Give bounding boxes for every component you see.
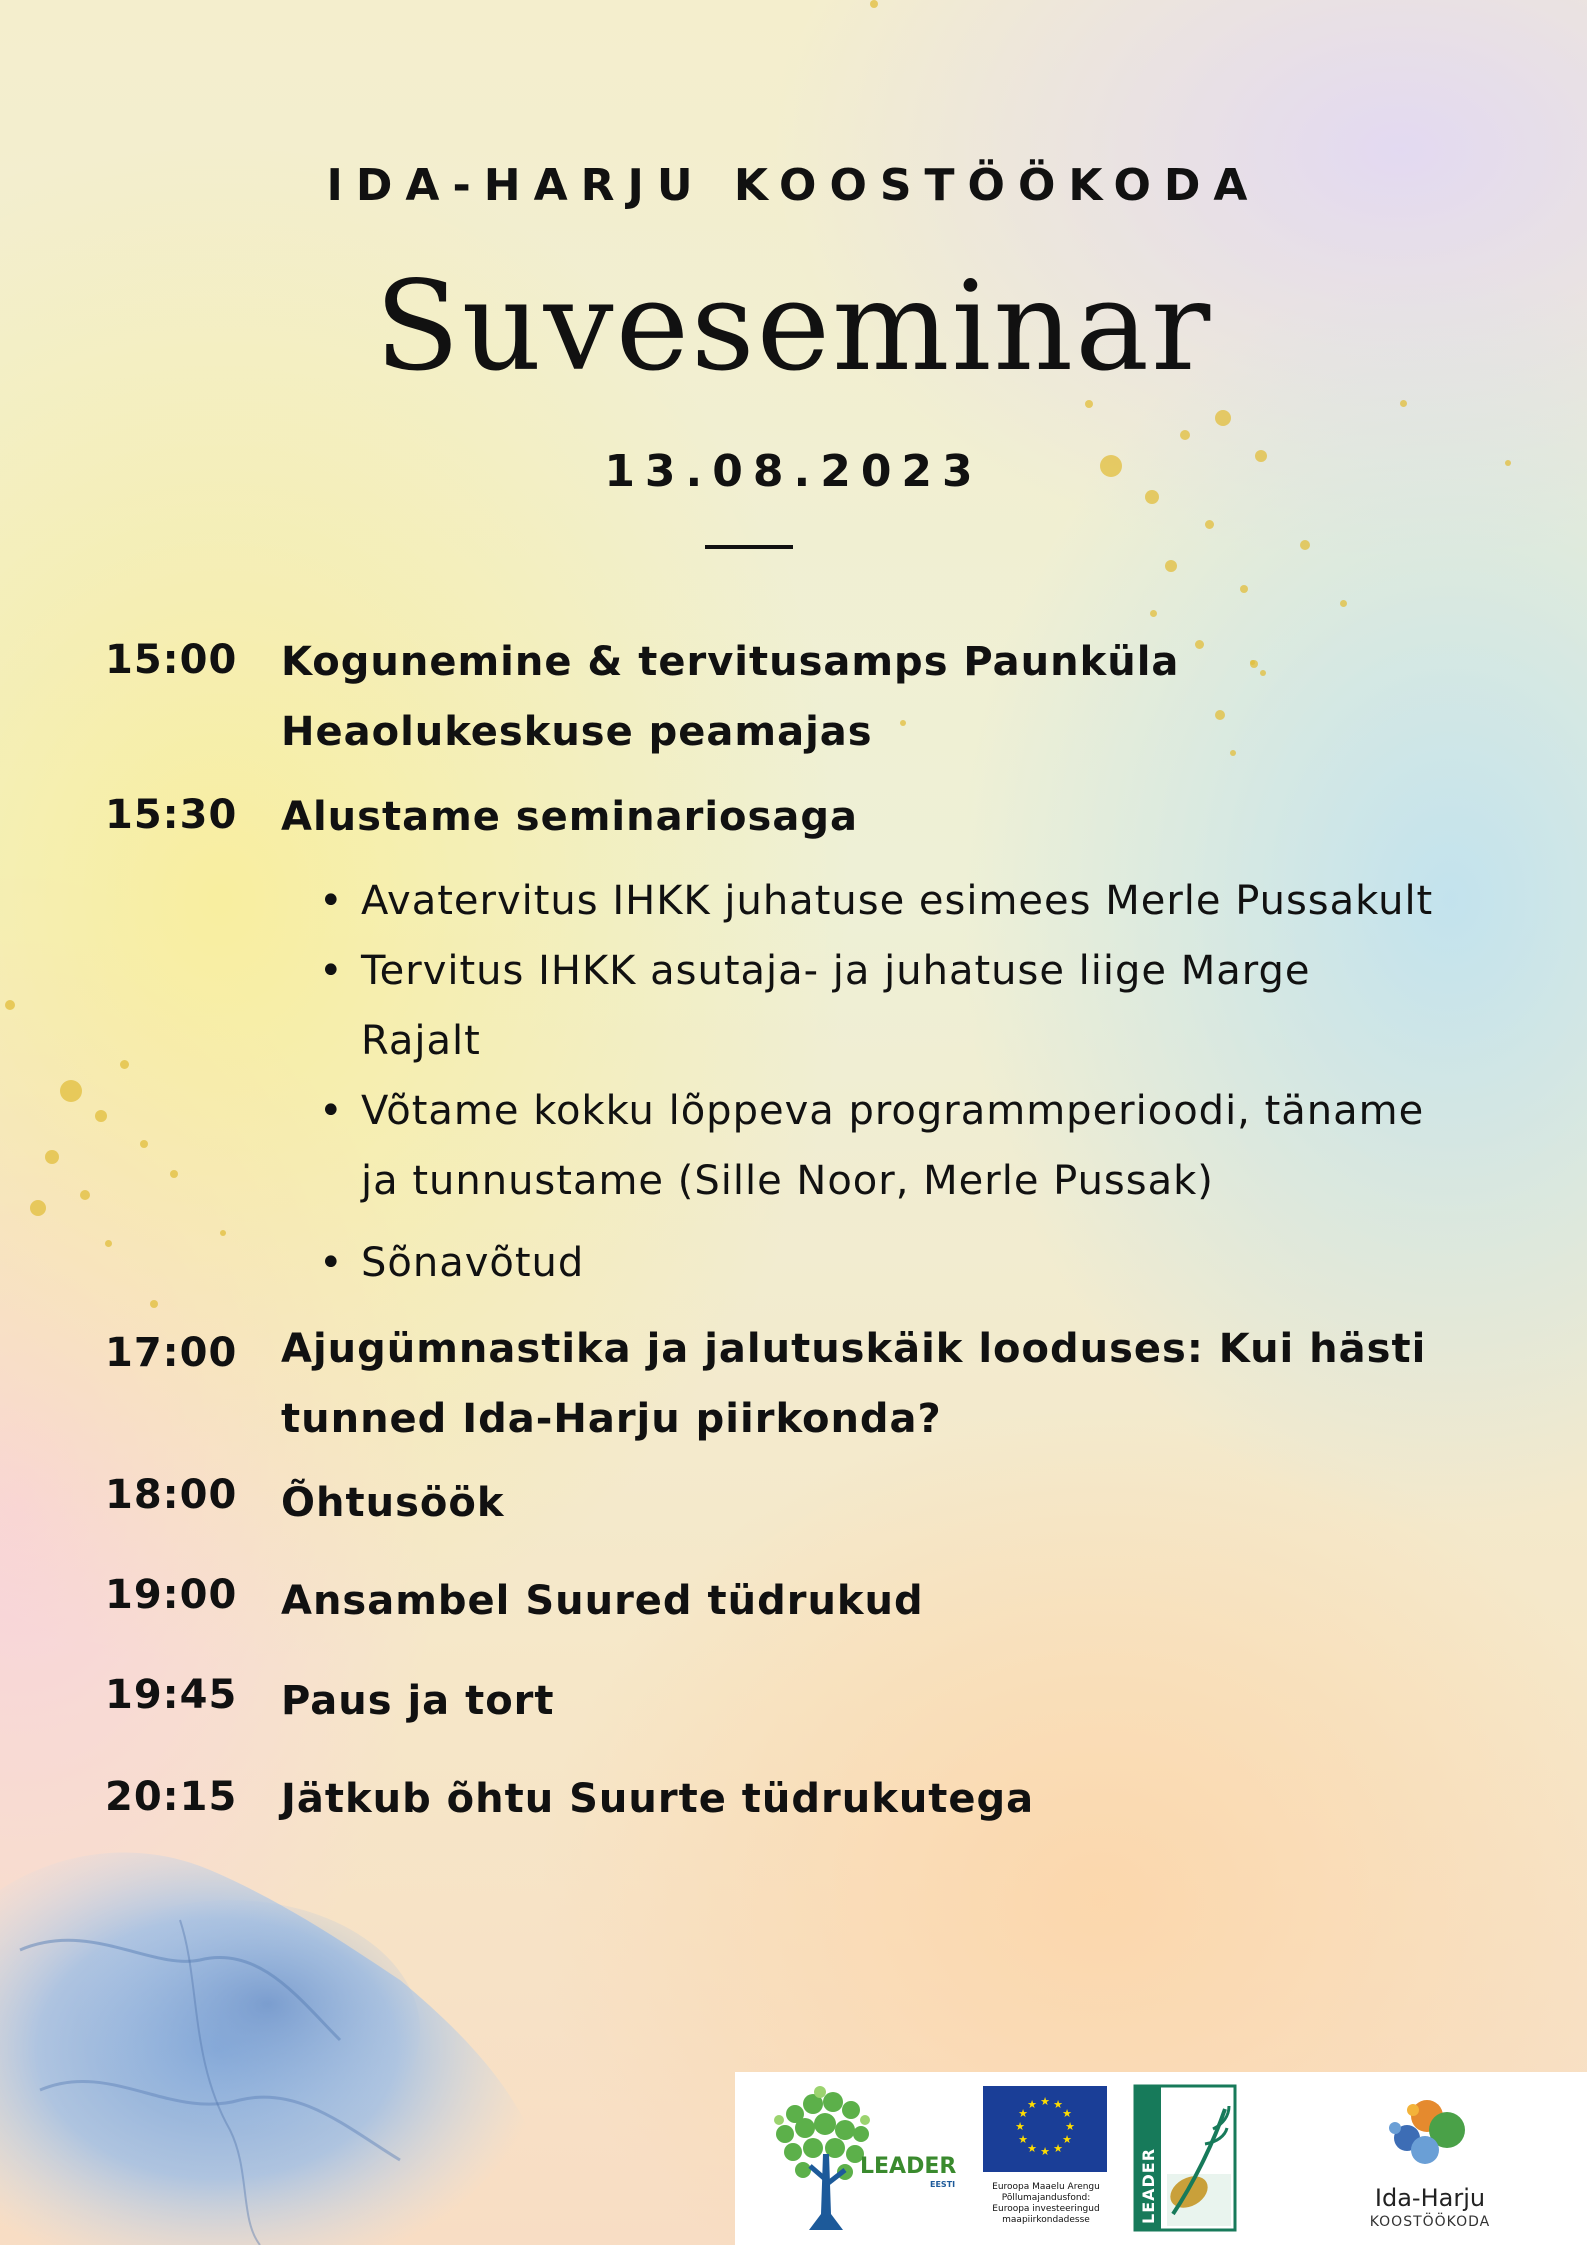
eu-caption-line: Põllumajandusfond: bbox=[1001, 2193, 1091, 2203]
svg-text:★: ★ bbox=[1062, 2107, 1072, 2120]
schedule-item bbox=[281, 782, 858, 852]
bullet-line: Tervitus IHKK asutaja- ja juhatuse liige Marge bbox=[361, 948, 1311, 994]
eu-caption-line: Euroopa Maaelu Arengu bbox=[992, 2182, 1100, 2192]
leader-logo bbox=[1133, 2084, 1237, 2232]
organization-name: IDA-HARJU KOOSTÖÖKODA bbox=[326, 160, 1261, 211]
eu-caption-line: Euroopa investeeringud bbox=[992, 2204, 1100, 2214]
sponsor-logos bbox=[735, 2072, 1587, 2245]
schedule-time: 20:15 bbox=[105, 1774, 238, 1820]
schedule-item-line: tunned Ida-Harju piirkonda? bbox=[281, 1396, 942, 1442]
bullet-icon: • bbox=[319, 948, 344, 994]
eu-flag-logo bbox=[983, 2086, 1107, 2172]
schedule-item-line: Heaolukeskuse peamajas bbox=[281, 709, 873, 755]
schedule-item-line: Õhtusöök bbox=[281, 1480, 505, 1526]
schedule-item-line: Ajugümnastika ja jalutuskäik looduses: Kui hästi bbox=[281, 1326, 1427, 1372]
schedule-item bbox=[281, 1566, 924, 1636]
svg-text:★: ★ bbox=[1053, 2142, 1063, 2155]
bullet-line: Rajalt bbox=[361, 1018, 481, 1064]
svg-text:★: ★ bbox=[1040, 2095, 1050, 2108]
eu-caption bbox=[973, 2182, 1119, 2226]
bullet-icon: • bbox=[319, 878, 344, 924]
ida-harju-name: Ida-Harju bbox=[1374, 2184, 1486, 2212]
eu-stars-icon bbox=[983, 2086, 1107, 2172]
schedule-item-line: Alustame seminariosaga bbox=[281, 794, 858, 840]
circles-icon bbox=[1355, 2092, 1505, 2182]
svg-text:★: ★ bbox=[1015, 2120, 1025, 2133]
divider bbox=[705, 545, 793, 549]
leader-word: LEADER bbox=[860, 2154, 957, 2179]
schedule-time: 19:00 bbox=[105, 1572, 238, 1618]
svg-text:★: ★ bbox=[1065, 2120, 1075, 2133]
schedule-item-line: Paus ja tort bbox=[281, 1678, 555, 1724]
schedule-item bbox=[281, 1314, 1426, 1454]
ida-harju-logo bbox=[1355, 2092, 1505, 2240]
svg-text:★: ★ bbox=[1027, 2142, 1037, 2155]
ida-harju-sub: KOOSTÖÖKODA bbox=[1369, 2214, 1491, 2230]
schedule-item-line: Jätkub õhtu Suurte tüdrukutega bbox=[281, 1776, 1035, 1822]
schedule-time: 15:00 bbox=[105, 637, 238, 683]
svg-text:★: ★ bbox=[1062, 2133, 1072, 2146]
schedule-time: 18:00 bbox=[105, 1472, 238, 1518]
schedule-item bbox=[281, 1666, 555, 1736]
leader-vertical-text: LEADER bbox=[1139, 2147, 1158, 2224]
event-date: 13.08.2023 bbox=[604, 446, 983, 497]
bullet-icon: • bbox=[319, 1088, 344, 1134]
bullet-icon: • bbox=[319, 1240, 344, 1286]
svg-text:★: ★ bbox=[1040, 2145, 1050, 2158]
bullet-line: Võtame kokku lõppeva programmperioodi, täname bbox=[361, 1088, 1425, 1134]
bullet-line: ja tunnustame (Sille Noor, Merle Pussak) bbox=[361, 1158, 1214, 1204]
schedule-item-line: Ansambel Suured tüdrukud bbox=[281, 1578, 924, 1624]
schedule-item-line: Kogunemine & tervitusamps Paunküla bbox=[281, 639, 1180, 685]
svg-text:★: ★ bbox=[1053, 2098, 1063, 2111]
leader-eesti-logo bbox=[765, 2084, 965, 2234]
page-title: Suveseminar bbox=[374, 255, 1213, 399]
schedule-item bbox=[281, 1764, 1034, 1834]
eu-caption-line: maapiirkondadesse bbox=[1002, 2215, 1090, 2225]
schedule-item bbox=[281, 627, 1179, 767]
bullet-line: Avatervitus IHKK juhatuse esimees Merle Pussakult bbox=[361, 878, 1434, 924]
schedule-time: 19:45 bbox=[105, 1672, 238, 1718]
svg-text:★: ★ bbox=[1018, 2107, 1028, 2120]
svg-text:★: ★ bbox=[1027, 2098, 1037, 2111]
svg-text:★: ★ bbox=[1018, 2133, 1028, 2146]
watercolor-blob bbox=[0, 1830, 560, 2245]
schedule-time: 15:30 bbox=[105, 792, 238, 838]
schedule-time: 17:00 bbox=[105, 1330, 238, 1376]
leader-sub: EESTI bbox=[930, 2180, 956, 2189]
schedule-item bbox=[281, 1468, 504, 1538]
bullet-line: Sõnavõtud bbox=[361, 1240, 585, 1286]
